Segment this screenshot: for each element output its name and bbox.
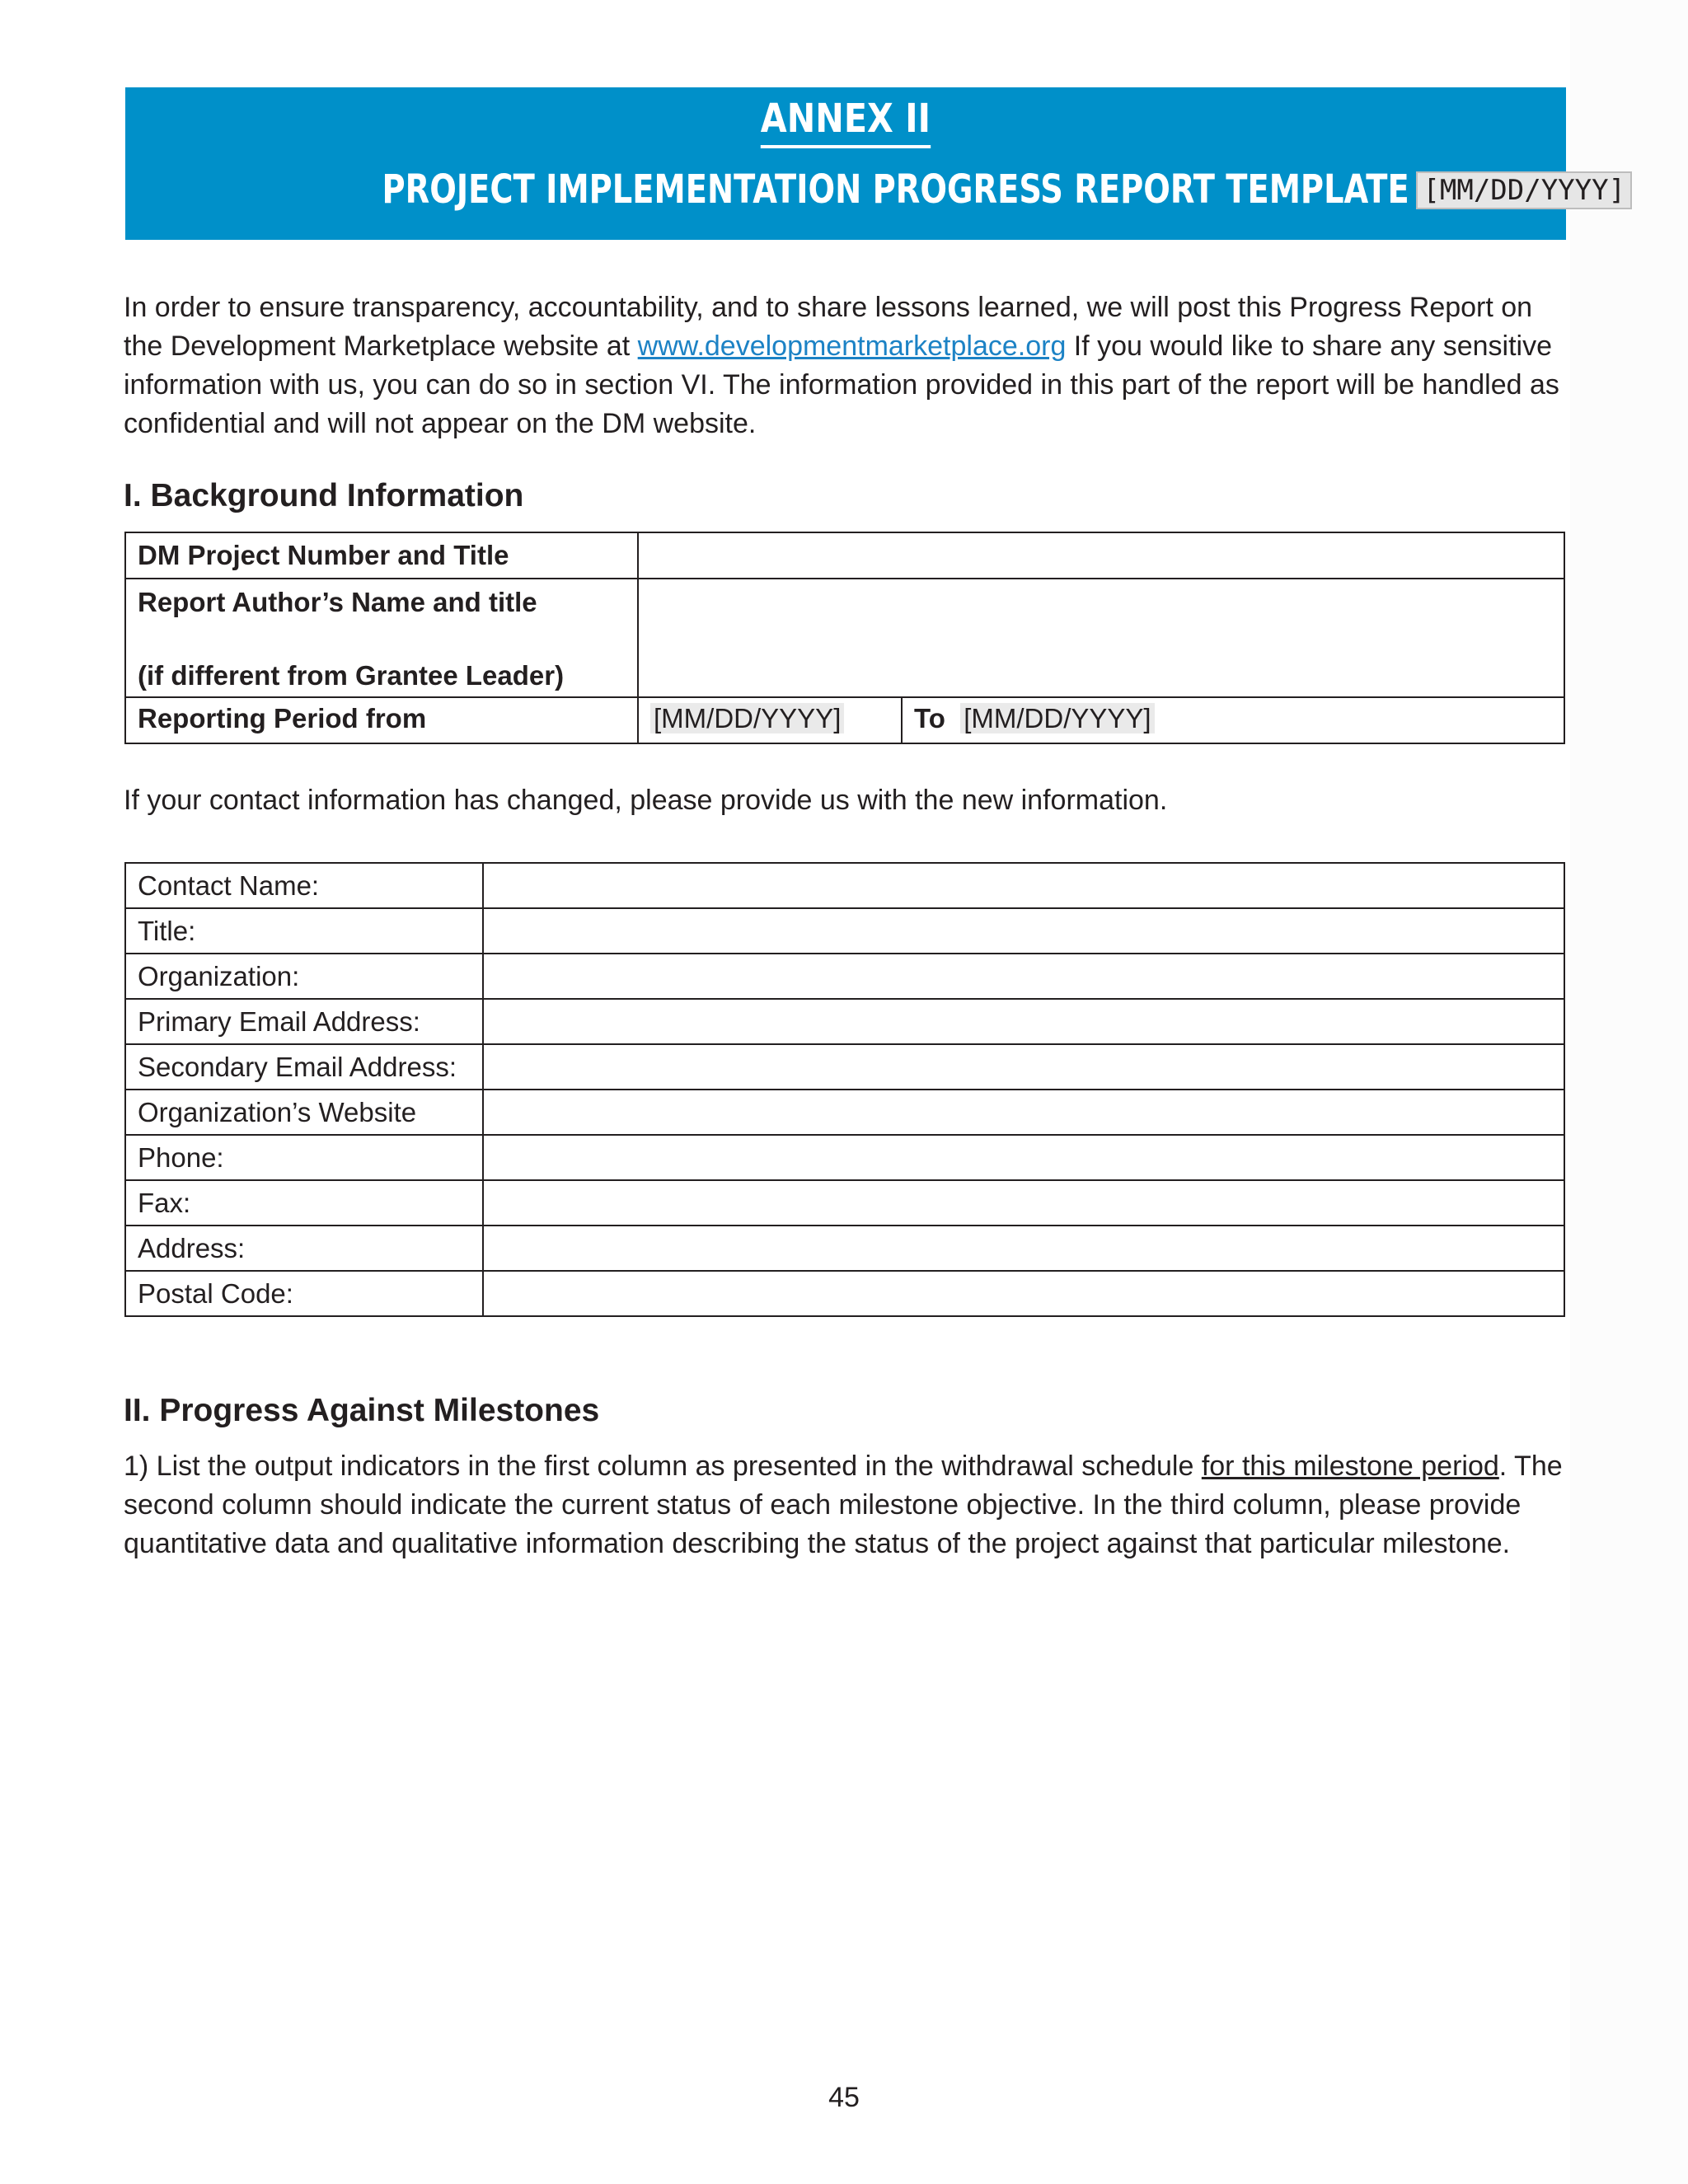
background-info-table	[124, 532, 1565, 744]
phone-label: Phone:	[125, 1135, 483, 1180]
header-date-field[interactable]: [MM/DD/YYYY]	[1416, 171, 1632, 209]
contact-info-table	[124, 862, 1565, 1317]
organization-label: Organization:	[125, 954, 483, 999]
website-label: Organization’s Website	[125, 1090, 483, 1135]
header-banner	[125, 87, 1626, 240]
postal-code-label: Postal Code:	[125, 1271, 483, 1316]
annex-title: ANNEX II	[125, 99, 1566, 148]
page-number: 45	[828, 2082, 860, 2113]
reporting-period-from-cell	[638, 697, 902, 743]
milestones-heading: II. Progress Against Milestones	[124, 1393, 600, 1428]
phone-input[interactable]	[483, 1135, 1564, 1180]
postal-code-input[interactable]	[483, 1271, 1564, 1316]
contact-name-input[interactable]	[483, 863, 1564, 908]
page-edge-shade	[1570, 0, 1688, 2184]
address-label: Address:	[125, 1226, 483, 1271]
organization-input[interactable]	[483, 954, 1564, 999]
to-label: To	[914, 703, 945, 733]
dm-website-link[interactable]: www.developmentmarketplace.org	[637, 330, 1067, 362]
secondary-email-label: Secondary Email Address:	[125, 1044, 483, 1090]
report-title-text: PROJECT IMPLEMENTATION PROGRESS REPORT TEMPLATE	[382, 166, 1409, 213]
report-author-label: Report Author’s Name and title (if different from Grantee Leader)	[125, 579, 638, 697]
project-number-input[interactable]	[638, 532, 1564, 579]
reporting-period-to-field[interactable]: [MM/DD/YYYY]	[960, 703, 1154, 733]
address-input[interactable]	[483, 1226, 1564, 1271]
intro-paragraph: In order to ensure transparency, accountability, and to share lessons learned, we will post this Progress Report on the Development Marketplace website at www.developmentmarketplace.org If you would like to share any sensitive information with us, you can do so in section VI. The information provided in this part of the report will be handled as confidential and will not appear on the DM website.	[124, 292, 1559, 439]
primary-email-input[interactable]	[483, 999, 1564, 1044]
title-input[interactable]	[483, 908, 1564, 954]
contact-name-label: Contact Name:	[125, 863, 483, 908]
milestones-instructions: 1) List the output indicators in the first column as presented in the withdrawal schedule for this milestone period. The second column should indicate the current status of each milestone objective. In the third column, please provide quantitative data and qualitative information describing the status of the project against that particular milestone.	[124, 1451, 1563, 1559]
project-number-label: DM Project Number and Title	[125, 532, 638, 579]
primary-email-label: Primary Email Address:	[125, 999, 483, 1044]
report-author-input[interactable]	[638, 579, 1564, 697]
title-label: Title:	[125, 908, 483, 954]
reporting-period-from-field[interactable]: [MM/DD/YYYY]	[650, 703, 844, 733]
fax-label: Fax:	[125, 1180, 483, 1226]
reporting-period-label: Reporting Period from	[125, 697, 638, 743]
website-input[interactable]	[483, 1090, 1564, 1135]
fax-input[interactable]	[483, 1180, 1564, 1226]
reporting-period-to-cell	[902, 697, 1564, 743]
milestone-period-emphasis: for this milestone period	[1201, 1451, 1499, 1482]
contact-change-note: If your contact information has changed, please provide us with the new information.	[124, 785, 1168, 816]
secondary-email-input[interactable]	[483, 1044, 1564, 1090]
report-title	[125, 166, 1626, 213]
background-info-heading: I. Background Information	[124, 478, 524, 513]
